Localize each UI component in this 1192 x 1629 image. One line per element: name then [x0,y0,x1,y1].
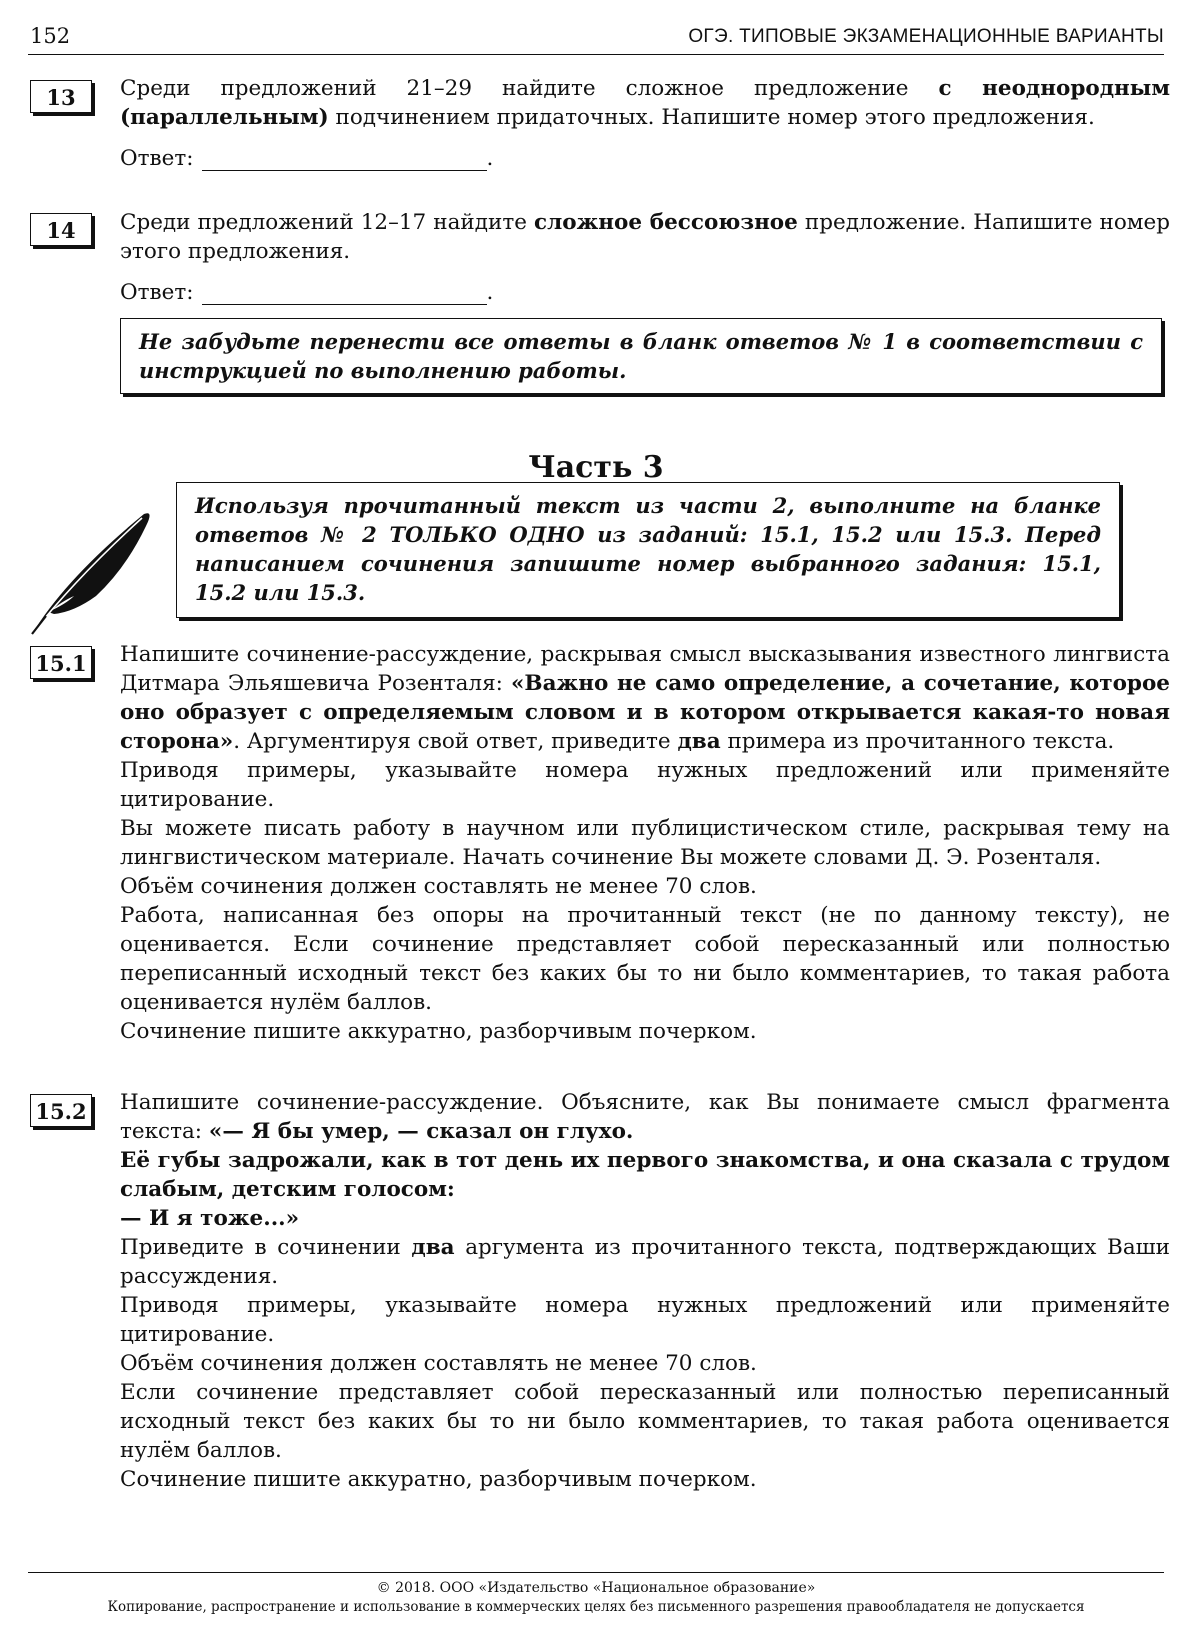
task-15-1-para-1 [120,640,1170,756]
task-15-2-para-3 [120,1204,1170,1233]
text-run: . Аргументируя свой ответ, приведите [233,729,678,754]
task-number-15-1: 15.1 [30,646,92,679]
task-13-text [120,74,1170,132]
quote-bold: Её губы задрожали, как в тот день их первого знакомства, и она сказала с трудом слабым, детским голосом: [120,1148,1170,1202]
task-15-1-para-2: Приводя примеры, указывайте номера нужных предложений или применяйте цитирование. [120,758,1170,812]
footer-notice: Копирование, распространение и использование в коммерческих целях без письменного разрешения правообладателя не допускается [107,1599,1085,1615]
task-14-text [120,208,1170,266]
task-13-emphasis: с неоднородным (параллельным) [120,76,1170,130]
task-15-2-para-8: Сочинение пишите аккуратно, разборчивым почерком. [120,1467,757,1492]
footer-divider [28,1572,1164,1573]
text-run: аргумента из прочитанного текста, подтверждающих Ваши рассуждения. [120,1235,1170,1289]
task-13-text-part2: подчинением придаточных. Напишите номер этого предложения. [328,105,1095,130]
task-15-2-para-2 [120,1146,1170,1204]
task-15-2-para-7: Если сочинение представляет собой пересказанный или полностью переписанный исходный текст без каких бы то ни было комментариев, то такая работа оценивается нулём баллов. [120,1380,1170,1463]
answer-period: . [486,280,494,305]
page-number: 152 [30,24,71,48]
reminder-box: Не забудьте перенести все ответы в бланк ответов № 1 в соответствии с инструкцией по выполнению работы. [120,318,1162,394]
task-14-answer [120,280,493,305]
answer-blank-14[interactable] [202,282,487,305]
task-15-1-text [120,640,1170,1046]
footer-copyright: © 2018. ООО «Издательство «Национальное образование» [376,1580,816,1596]
text-run: Напишите сочинение-рассуждение. Объясните, как Вы понимаете смысл фрагмента текста: [120,1090,1170,1144]
feather-quill-icon [26,508,156,638]
answer-label: Ответ: [120,146,194,171]
task-15-2-para-4 [120,1233,1170,1291]
task-15-2-para-1 [120,1088,1170,1146]
task-15-1-para-3: Вы можете писать работу в научном или публицистическом стиле, раскрывая тему на лингвистическом материале. Начать сочинение Вы можете словами Д. Э. Розенталя. [120,816,1170,870]
task-15-1-para-6: Сочинение пишите аккуратно, разборчивым почерком. [120,1019,757,1044]
text-run: примера из прочитанного текста. [720,729,1115,754]
running-title: ОГЭ. ТИПОВЫЕ ЭКЗАМЕНАЦИОННЫЕ ВАРИАНТЫ [688,26,1164,47]
task-15-2-text [120,1088,1170,1494]
task-15-2-para-5: Приводя примеры, указывайте номера нужных предложений или применяйте цитирование. [120,1293,1170,1347]
task-13-text-part1: Среди предложений 21–29 найдите сложное предложение [120,76,939,101]
quote-bold: «Важно не само определение, а сочетание, которое оно образует с определяемым словом и в котором открывается какая-то новая сторона» [120,671,1170,754]
task-15-1-para-5: Работа, написанная без опоры на прочитанный текст (не по данному тексту), не оценивается. Если сочинение представляет собой пересказанный или полностью переписанный исходный текст без каких бы то ни было комментариев, то такая работа оценивается нулём баллов. [120,903,1170,1015]
task-14-emphasis: сложное бессоюзное [534,210,798,235]
part-3-title: Часть 3 [528,450,664,485]
answer-blank-13[interactable] [202,148,487,171]
answer-label: Ответ: [120,280,194,305]
task-number-13: 13 [30,80,92,113]
page-header [28,20,1164,55]
emphasis-bold: два [411,1235,455,1260]
task-15-2-para-6: Объём сочинения должен составлять не менее 70 слов. [120,1351,757,1376]
text-run: Приведите в сочинении [120,1235,412,1260]
text-run: Напишите сочинение-рассуждение, раскрывая смысл высказывания известного лингвиста Дитмара Эльяшевича Розенталя: [120,642,1170,696]
quote-bold: «— Я бы умер, — сказал он глухо. [208,1119,634,1144]
part-3-instruction-box: Используя прочитанный текст из части 2, выполните на бланке ответов № 2 ТОЛЬКО ОДНО из заданий: 15.1, 15.2 или 15.3. Перед написанием сочинения запишите номер выбранного задания: 15.1, 15.2 или 15.3. [176,482,1120,618]
task-14-text-part1: Среди предложений 12–17 найдите [120,210,534,235]
task-number-15-2: 15.2 [30,1094,92,1127]
emphasis-bold: два [677,729,721,754]
answer-period: . [486,146,494,171]
task-14-text-part2: предложение. Напишите номер этого предложения. [120,210,1171,264]
task-number-14: 14 [30,213,92,246]
quote-bold: — И я тоже...» [120,1206,300,1231]
task-13-answer [120,146,493,171]
task-15-1-para-4: Объём сочинения должен составлять не менее 70 слов. [120,874,757,899]
